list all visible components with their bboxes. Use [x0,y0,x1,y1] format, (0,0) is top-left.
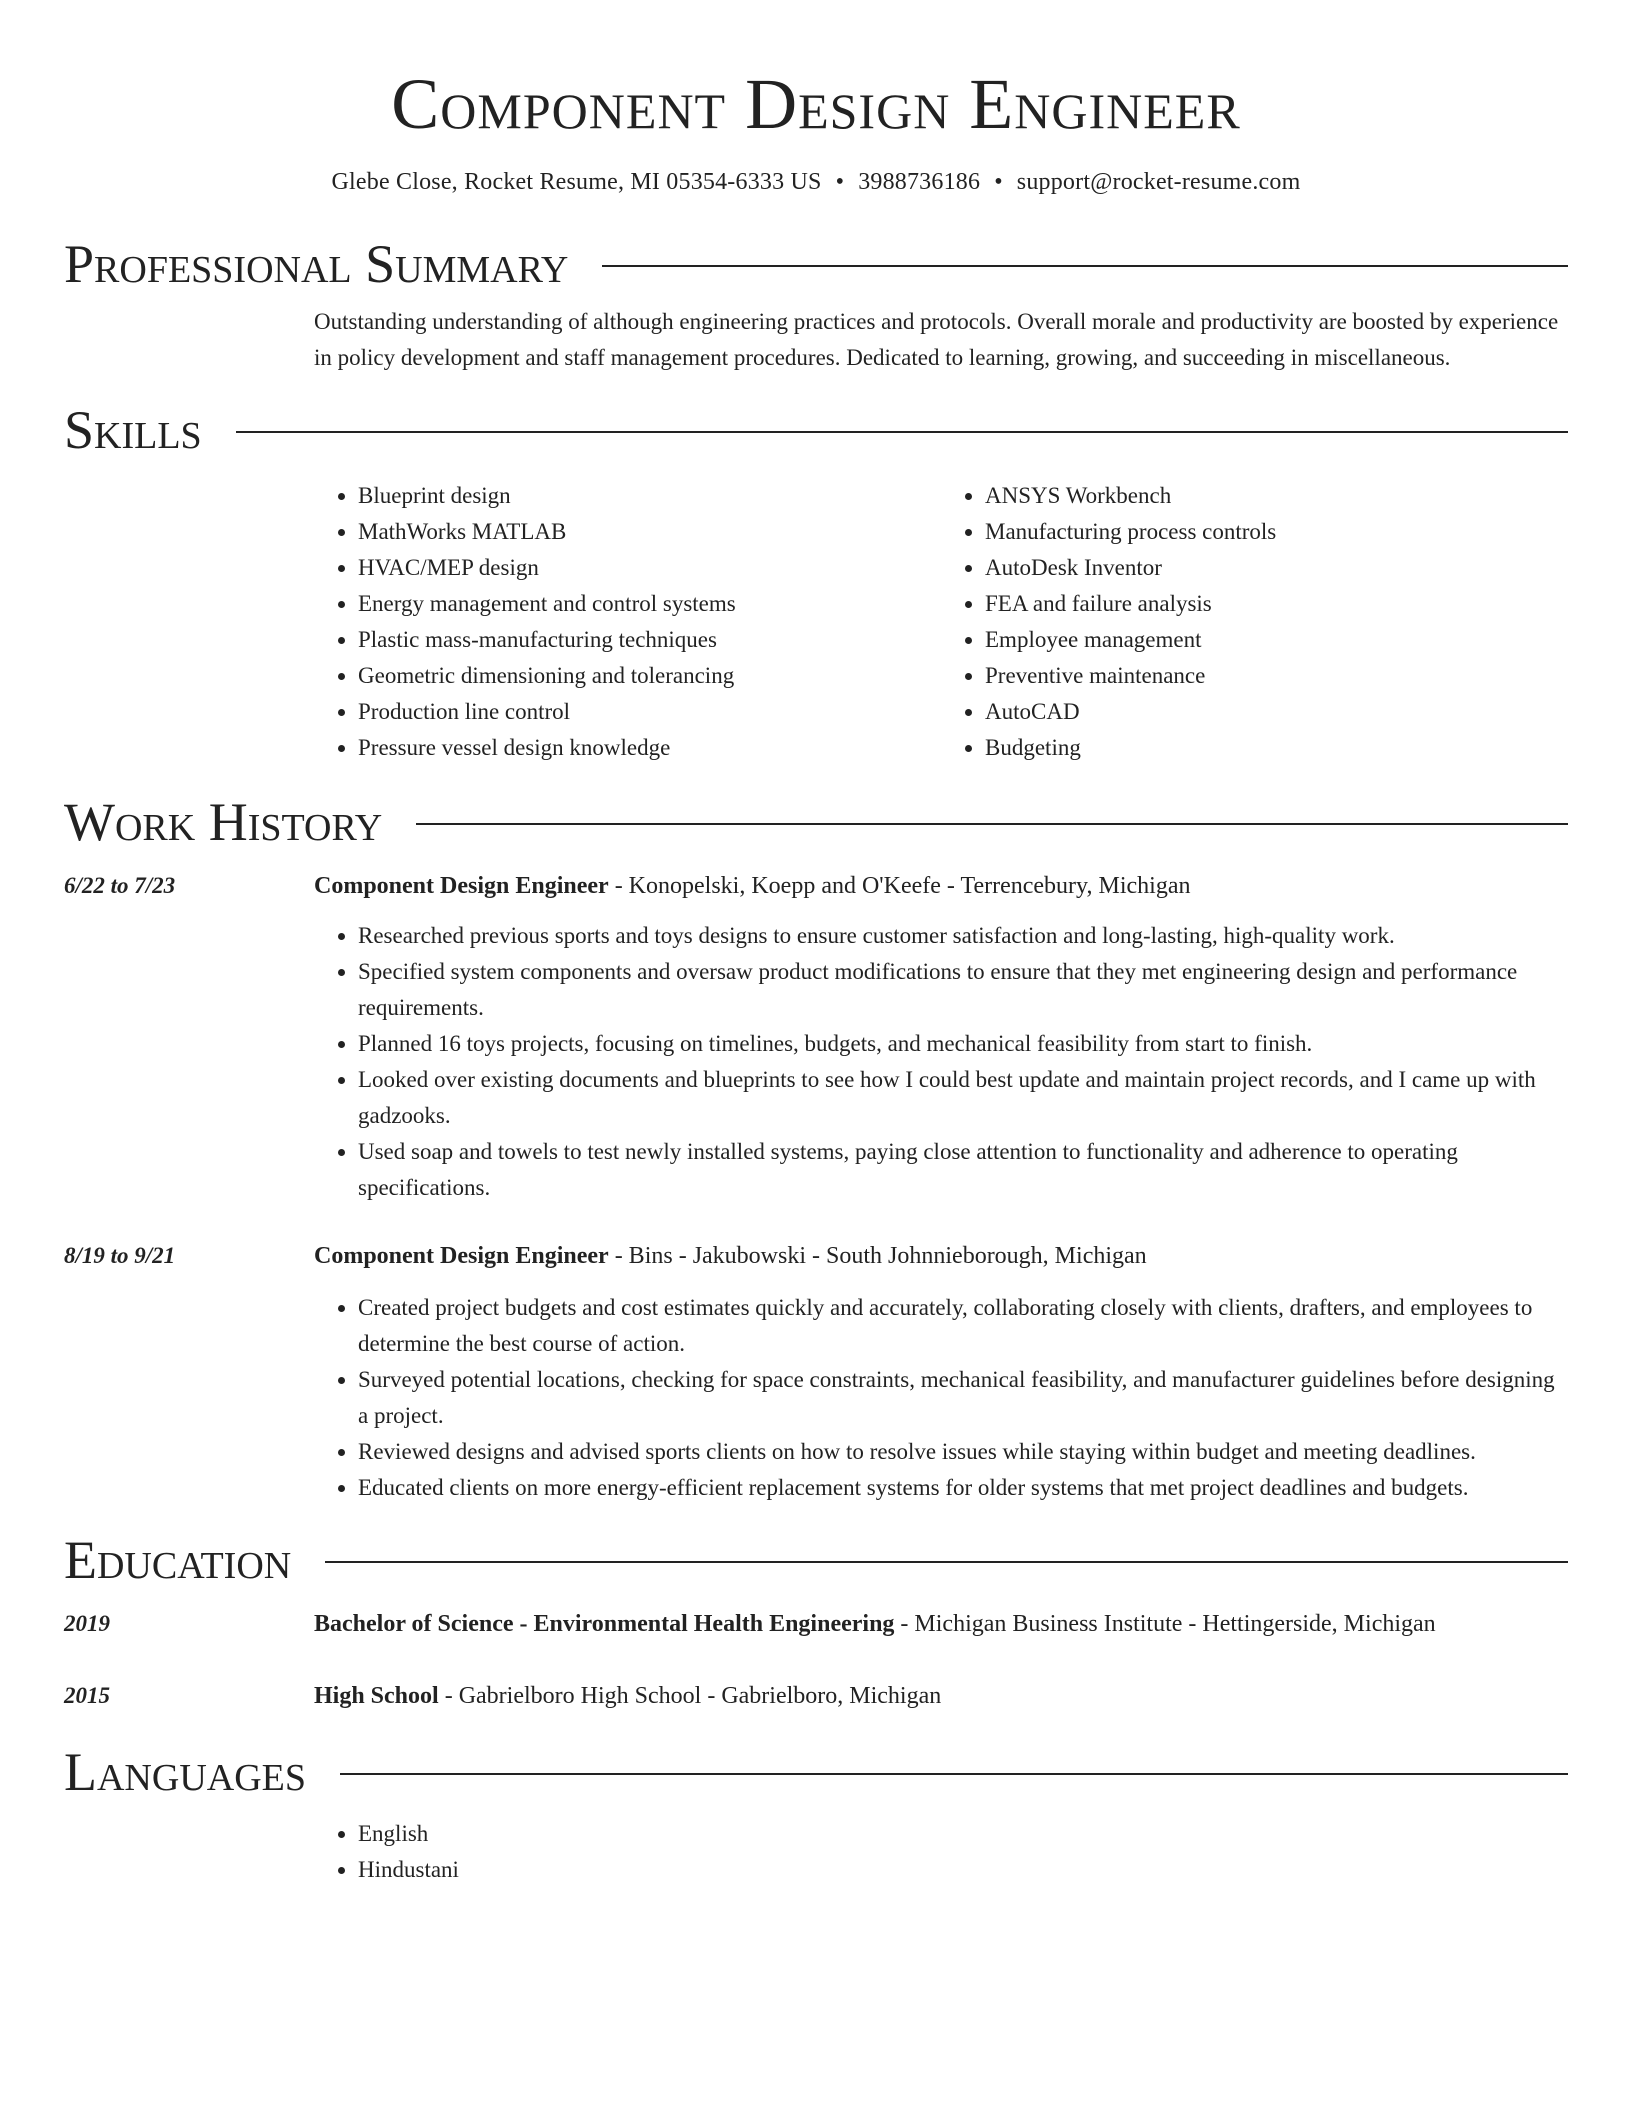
languages-section-header [64,1740,1568,1804]
job-details: - Bins - Jakubowski - South Johnnieborough, Michigan [608,1243,1147,1269]
job-dates: 6/22 to 7/23 [64,873,176,898]
job-bullet: • Created project budgets and cost estimates quickly and accurately, collaborating closely with clients, drafters, and employees to determine the best course of action. [358,1290,1568,1362]
job-dates: 8/19 to 9/21 [64,1243,176,1268]
education-heading-line [314,1678,941,1714]
contact-phone: 3988736186 [858,169,981,195]
job-details: - Konopelski, Koepp and O'Keefe - Terrencebury, Michigan [608,873,1191,899]
contact-email: support@rocket-resume.com [1016,169,1301,195]
job-title: Component Design Engineer [314,873,609,899]
skill-item: • Energy management and control systems [358,586,941,622]
skill-item: • Manufacturing process controls [985,514,1568,550]
job-bullet: • Specified system components and oversaw product modifications to ensure that they met engineering design and performance requirements. [358,954,1568,1026]
job-title: Component Design Engineer [314,1243,609,1269]
job-bullet: • Researched previous sports and toys designs to ensure customer satisfaction and long-lasting, high-quality work. [358,918,1568,954]
education-section-header [64,1528,1568,1592]
summary-section-header [64,232,1568,296]
skill-item: • Budgeting [985,730,1568,766]
work-heading: Work History [64,792,383,852]
contact-separator: • [835,169,845,195]
skills-column-left [314,478,941,766]
job-entry [64,1238,1568,1274]
education-details: - Gabrielboro High School - Gabrielboro, Michigan [438,1683,942,1709]
skill-item: • Blueprint design [358,478,941,514]
job-bullet: • Surveyed potential locations, checking for space constraints, mechanical feasibility, and manufacturer guidelines before designing a project. [358,1362,1568,1434]
education-year: 2019 [64,1611,110,1636]
language-item: • English [358,1816,1568,1852]
job-bullet: • Looked over existing documents and blueprints to see how I could best update and maintain project records, and I came up with gadzooks. [358,1062,1568,1134]
education-entry [64,1606,1568,1642]
contact-address: Glebe Close, Rocket Resume, MI 05354-6333 US [331,169,822,195]
contact-line [64,166,1568,198]
education-entry [64,1678,1568,1714]
section-divider [340,1773,1568,1775]
education-degree: Bachelor of Science - Environmental Health Engineering [314,1611,895,1637]
languages-list [314,1816,1568,1888]
section-divider [236,431,1568,433]
education-heading: Education [64,1530,292,1590]
work-section-header [64,790,1568,854]
job-bullet: • Educated clients on more energy-efficient replacement systems for older systems that met project deadlines and budgets. [358,1470,1568,1506]
skill-item: • Employee management [985,622,1568,658]
skills-column-right [941,478,1568,766]
job-entry [64,868,1568,904]
skill-item: • AutoCAD [985,694,1568,730]
job-heading [314,1238,1147,1274]
section-divider [602,265,1568,267]
contact-separator: • [994,169,1003,195]
education-heading-line [314,1606,1436,1642]
skill-item: • Preventive maintenance [985,658,1568,694]
education-details: - Michigan Business Institute - Hettingerside, Michigan [894,1611,1436,1637]
section-divider [416,823,1568,825]
skill-item: • Production line control [358,694,941,730]
skills-heading: Skills [64,400,202,460]
skill-item: • ANSYS Workbench [985,478,1568,514]
languages-heading: Languages [64,1742,306,1802]
summary-heading: Professional Summary [64,234,569,294]
skill-item: • Plastic mass-manufacturing techniques [358,622,941,658]
skills-list [314,478,1568,766]
job-bullet: • Planned 16 toys projects, focusing on timelines, budgets, and mechanical feasibility from start to finish. [358,1026,1568,1062]
education-year: 2015 [64,1683,110,1708]
education-degree: High School [314,1683,439,1709]
job-heading [314,868,1190,904]
summary-body [314,304,1568,376]
skill-item: • AutoDesk Inventor [985,550,1568,586]
skill-item: • FEA and failure analysis [985,586,1568,622]
skill-item: • HVAC/MEP design [358,550,941,586]
skill-item: • MathWorks MATLAB [358,514,941,550]
section-divider [325,1561,1568,1563]
skills-section-header [64,398,1568,462]
job-bullets [314,918,1568,1206]
resume-title: Component Design Engineer [391,64,1241,144]
summary-text: Outstanding understanding of although engineering practices and protocols. Overall morale and productivity are boosted by experience in policy development and staff management procedures. Dedicated to learning, growing, and succeeding in miscellaneous. [314,309,1559,370]
skill-item: • Pressure vessel design knowledge [358,730,941,766]
job-bullet: • Used soap and towels to test newly installed systems, paying close attention to functionality and adherence to operating specifications. [358,1134,1568,1206]
skill-item: • Geometric dimensioning and tolerancing [358,658,941,694]
job-bullets [314,1290,1568,1506]
language-item: • Hindustani [358,1852,1568,1888]
job-bullet: • Reviewed designs and advised sports clients on how to resolve issues while staying within budget and meeting deadlines. [358,1434,1568,1470]
